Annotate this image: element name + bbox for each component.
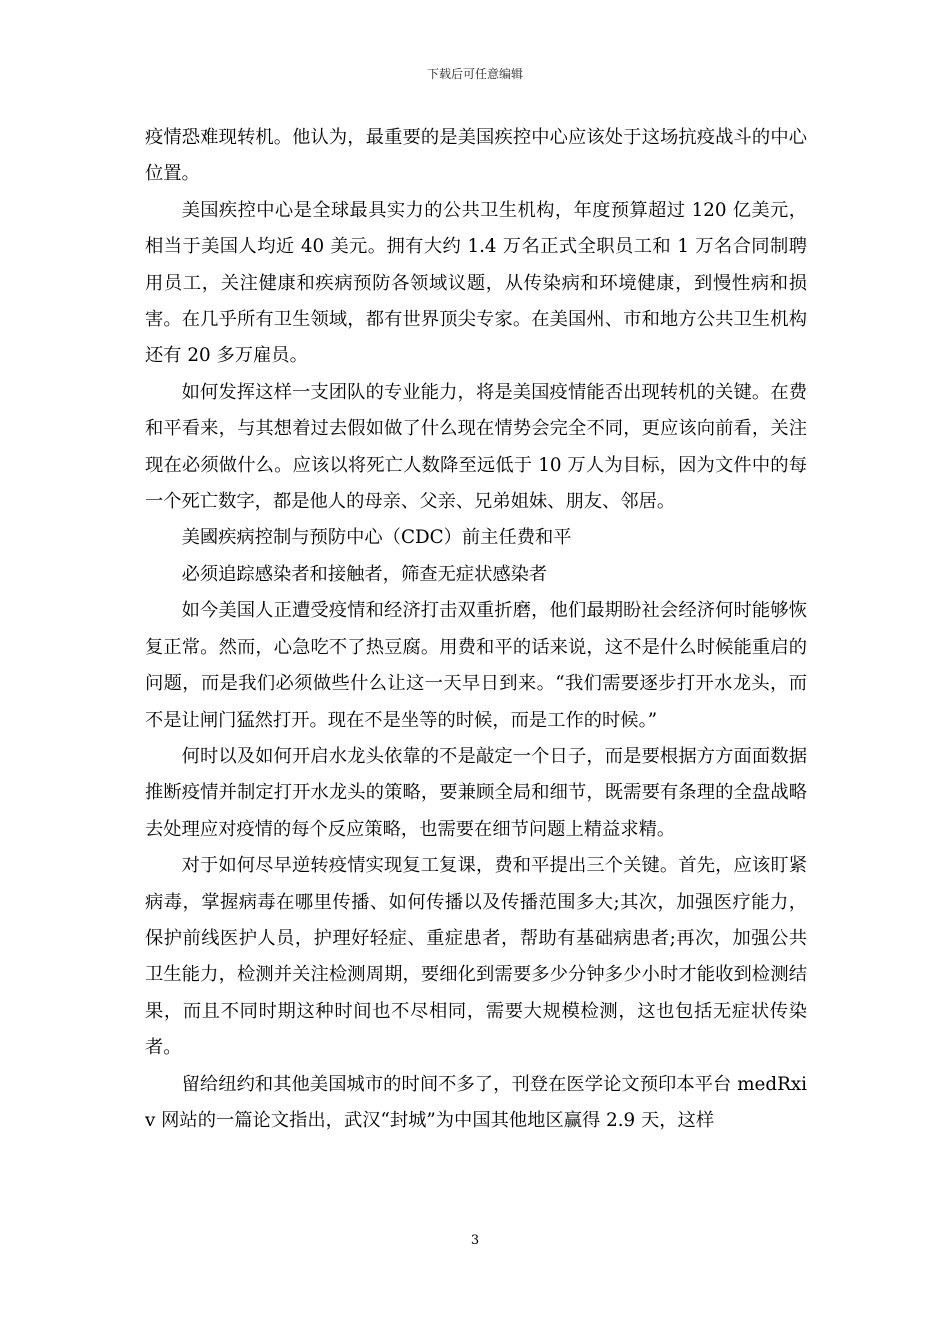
page-header: 下载后可任意编辑: [426, 67, 523, 81]
paragraph-2: 美国疾控中心是全球最具实力的公共卫生机构，年度预算超过 120 亿美元，相当于美国人均近 40 美元。拥有大约 1.4 万名正式全职员工和 1 万名合同制聘用员工，关注健康和疾病预防各领域议题，从传染病和环境健康，到慢性病和损害。在几乎所有卫生领域，都有世界顶尖专家。在美国州、市和地方公共卫生机构还有 20 多万雇员。: [145, 199, 807, 367]
document-body: [145, 120, 807, 1139]
paragraph-4: 如今美国人正遭受疫情和经济打击双重折磨，他们最期盼社会经济何时能够恢复正常。然而，心急吃不了热豆腐。用费和平的话来说，这不是什么时候能重启的问题，而是我们必须做些什么让这一天早日到来。“我们需要逐步打开水龙头，而不是让闸门猛然打开。现在不是坐等的时候，而是工作的时候。”: [145, 600, 807, 731]
paragraph-5: 何时以及如何开启水龙头依靠的不是敲定一个日子，而是要根据方方面面数据推断疫情并制定打开水龙头的策略，要兼顾全局和细节，既需要有条理的全盘战略去处理应对疫情的每个反应策略，也需要在细节问题上精益求精。: [145, 745, 807, 840]
paragraph-3: 如何发挥这样一支团队的专业能力，将是美国疫情能否出现转机的关键。在费和平看来，与其想着过去假如做了什么现在情势会完全不同，更应该向前看，关注现在必须做什么。应该以将死亡人数降至远低于 10 万人为目标，因为文件中的每一个死亡数字，都是他人的母亲、父亲、兄弟姐妹、朋友、邻居。: [145, 381, 807, 513]
paragraph-7: 留给纽约和其他美国城市的时间不多了，刊登在医学论文预印本平台 medRxiv 网站的一篇论文指出，武汉“封城”为中国其他地区赢得 2.9 天，这样: [145, 1073, 807, 1131]
paragraph-1: 疫情恐难现转机。他认为，最重要的是美国疾控中心应该处于这场抗疫战斗的中心位置。: [145, 127, 807, 185]
paragraph-6: 对于如何尽早逆转疫情实现复工复课，费和平提出三个关键。首先，应该盯紧病毒，掌握病毒在哪里传播、如何传播以及传播范围多大;其次，加强医疗能力，保护前线医护人员，护理好轻症、重症患者，帮助有基础病患者;再次，加强公共卫生能力，检测并关注检测周期，要细化到需要多少分钟多少小时才能收到检测结果，而且不同时期这种时间也不尽相同，需要大规模检测，这也包括无症状传染者。: [145, 855, 807, 1059]
page-number: 3: [470, 1233, 480, 1248]
photo-caption: 美國疾病控制与预防中心（CDC）前主任费和平: [181, 527, 572, 549]
section-heading: 必须追踪感染者和接触者，筛查无症状感染者: [181, 563, 548, 585]
